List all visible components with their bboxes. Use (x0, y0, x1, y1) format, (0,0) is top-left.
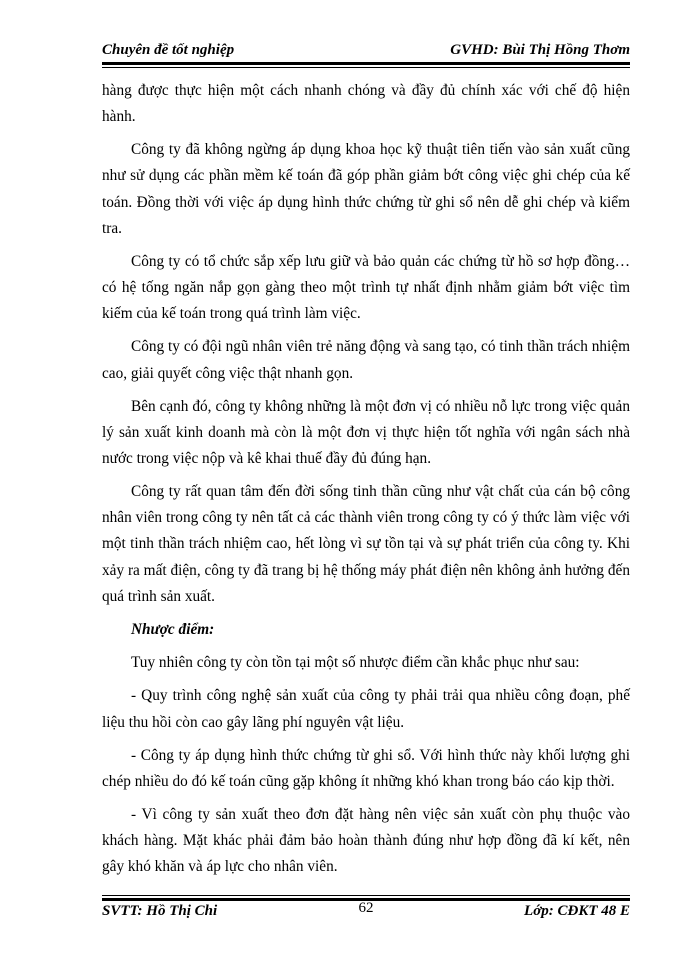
paragraph: Công ty có đội ngũ nhân viên trẻ năng động và sang tạo, có tinh thần trách nhiệm cao, giải quyết công việc thật nhanh gọn. (102, 338, 630, 382)
footer-student: SVTT: Hồ Thị Chi (102, 903, 218, 919)
body-text (102, 78, 630, 888)
page-footer (102, 900, 630, 923)
paragraph: hàng được thực hiện một cách nhanh chóng và đầy đủ chính xác với chế độ hiện hành. (102, 82, 630, 126)
paragraph: Công ty có tổ chức sắp xếp lưu giữ và bảo quản các chứng từ hồ sơ hợp đồng… có hệ tống ngăn nắp gọn gàng theo một trình tự nhất định nhằm giảm bớt việc tìm kiếm của kế toán trong quá trình làm việc. (102, 252, 630, 323)
header-rule-thin (102, 67, 630, 68)
paragraph: Công ty đã không ngừng áp dụng khoa học kỹ thuật tiên tiến vào sản xuất cũng như sử dụng các phần mềm kế toán đã góp phần giảm bớt công việc ghi chép của kế toán. Đồng thời với việc áp dụng hình thức chứng từ ghi sổ nên dễ ghi chép và kiểm tra. (102, 141, 630, 237)
header-title: Chuyên đề tốt nghiệp (102, 42, 235, 58)
header-supervisor: GVHD: Bùi Thị Hồng Thơm (450, 42, 630, 58)
paragraph: Công ty rất quan tâm đến đời sống tinh thần cũng như vật chất của cán bộ công nhân viên trong công ty nên tất cả các thành viên trong công ty có ý thức làm việc với một tinh thần trách nhiệm cao, hết lòng vì sự tồn tại và sự phát triển của công ty. Khi xảy ra mất điện, công ty đã trang bị hệ thống máy phát điện nên không ảnh hưởng đến quá trình sản xuất. (102, 483, 630, 605)
page-header (102, 42, 630, 62)
list-item: - Công ty áp dụng hình thức chứng từ ghi sổ. Với hình thức này khối lượng ghi chép nhiều do đó kế toán cũng gặp không ít những khó khan trong báo cáo kịp thời. (102, 746, 630, 790)
section-heading: Nhược điểm: (131, 620, 215, 638)
page-number: 62 (358, 900, 374, 916)
footer-class: Lớp: CĐKT 48 E (524, 903, 630, 919)
list-item: - Quy trình công nghệ sản xuất của công ty phải trải qua nhiều công đoạn, phế liệu thu hồi còn cao gây lãng phí nguyên vật liệu. (102, 687, 630, 731)
paragraph: Bên cạnh đó, công ty không những là một đơn vị có nhiều nỗ lực trong việc quản lý sản xuất kinh doanh mà còn là một đơn vị thực hiện tốt nghĩa với ngân sách nhà nước trong việc nộp và kê khai thuế đầy đủ đúng hạn. (102, 397, 630, 467)
list-item: - Vì công ty sản xuất theo đơn đặt hàng nên việc sản xuất còn phụ thuộc vào khách hàng. Mặt khác phải đảm bảo hoàn thành đúng như hợp đồng đã kí kết, nên gây khó khăn và áp lực cho nhân viên. (102, 806, 630, 876)
footer-rule-thin (102, 895, 630, 896)
paragraph: Tuy nhiên công ty còn tồn tại một số nhược điểm cần khắc phục như sau: (131, 654, 580, 672)
header-rule-thick (102, 62, 630, 65)
